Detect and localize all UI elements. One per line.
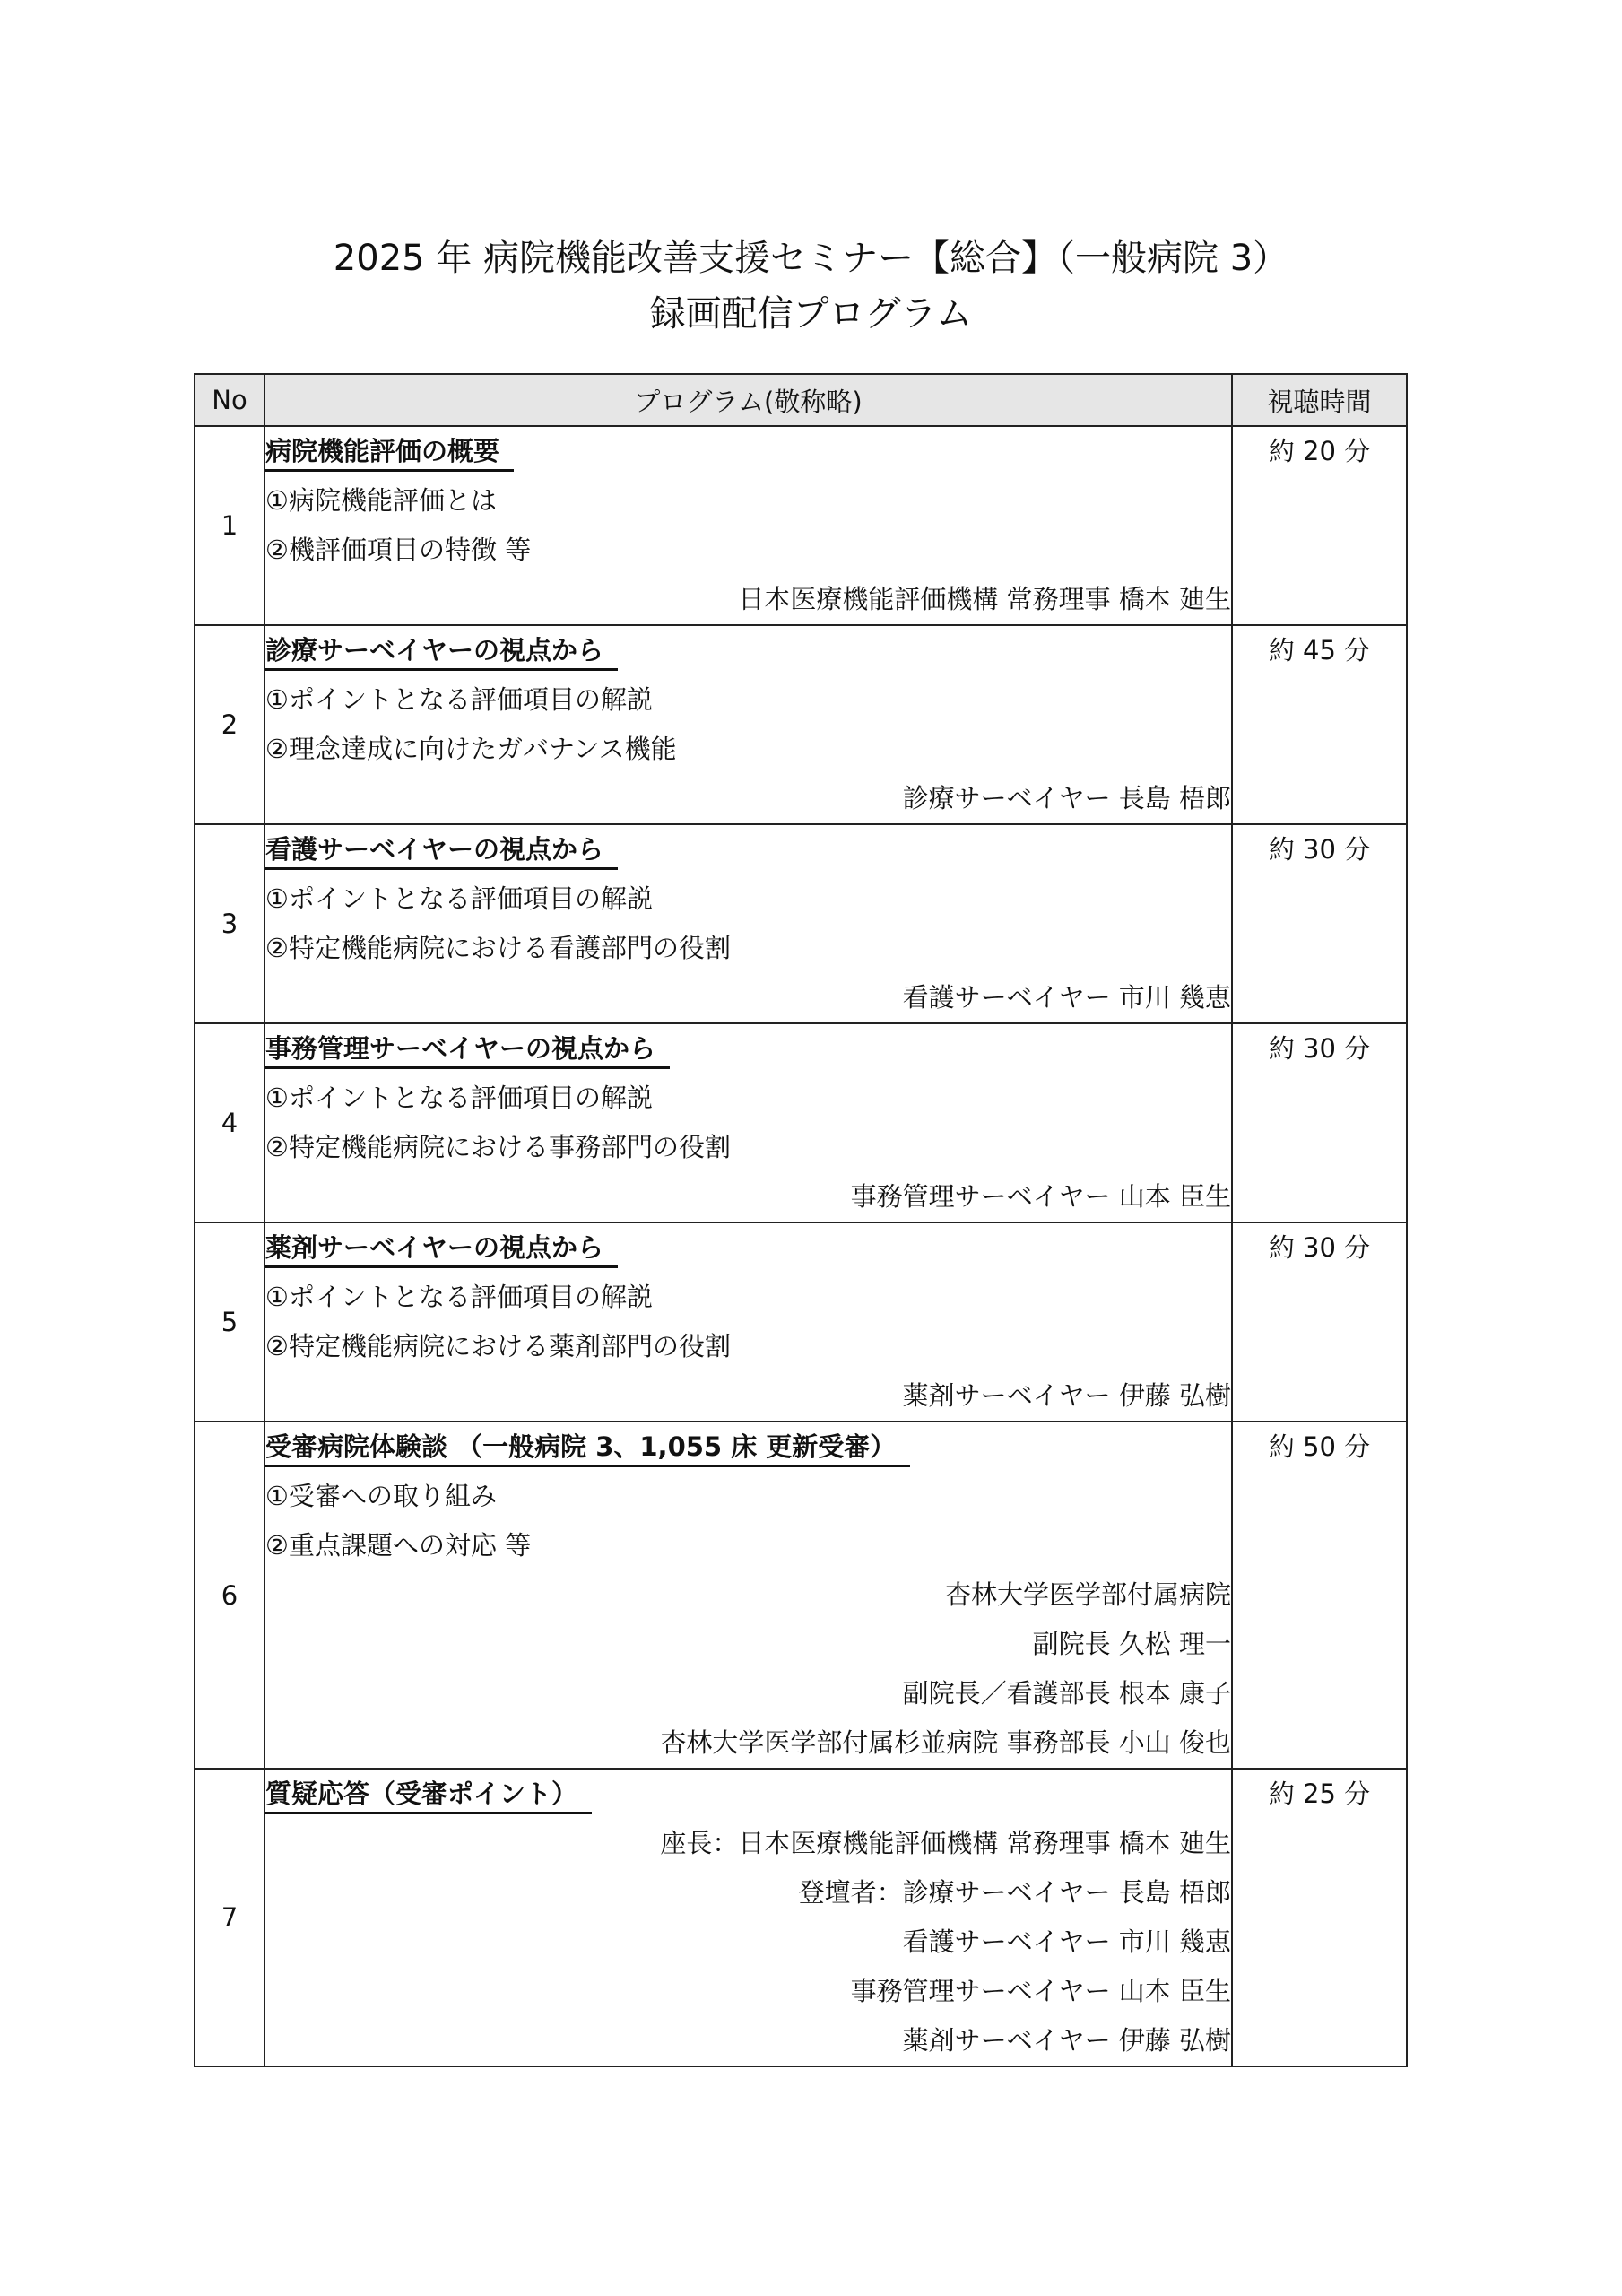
speaker-line: 事務管理サーベイヤー 山本 臣生	[850, 1181, 1231, 1212]
session-heading: 診療サーベイヤーの視点から	[265, 626, 1231, 675]
session-item: ②特定機能病院における看護部門の役割	[265, 933, 731, 963]
row-number: 3	[195, 824, 265, 1023]
header-program: プログラム(敬称略)	[265, 374, 1232, 426]
speaker-line: 薬剤サーベイヤー 伊藤 弘樹	[902, 1380, 1231, 1411]
table-row	[195, 426, 1407, 625]
table-row	[195, 1023, 1407, 1222]
viewing-time-cell	[1232, 1222, 1407, 1422]
viewing-time-cell	[1232, 1769, 1407, 2066]
speaker-line: 診療サーベイヤー 長島 梧郎	[902, 783, 1231, 813]
session-item: ①病院機能評価とは	[265, 485, 497, 516]
speaker-line: 薬剤サーベイヤー 伊藤 弘樹	[902, 2025, 1231, 2056]
viewing-time: 約 30 分	[1268, 1232, 1371, 1263]
table-header-row	[195, 374, 1407, 426]
program-cell	[265, 1769, 1232, 2066]
program-cell	[265, 1422, 1232, 1769]
session-heading: 質疑応答（受審ポイント）	[265, 1770, 1231, 1819]
session-item: ①ポイントとなる評価項目の解説	[265, 1282, 653, 1312]
document-subtitle: 録画配信プログラム	[649, 293, 973, 335]
document-title: 2025 年 病院機能改善支援セミナー【総合】（一般病院 3）	[333, 238, 1289, 279]
session-item: ①ポイントとなる評価項目の解説	[265, 1083, 653, 1113]
session-item: ②理念達成に向けたガバナンス機能	[265, 734, 677, 764]
table-row	[195, 824, 1407, 1023]
session-item: ①受審への取り組み	[265, 1481, 497, 1511]
program-cell	[265, 1222, 1232, 1422]
viewing-time: 約 30 分	[1268, 834, 1371, 865]
speaker-line: 看護サーベイヤー 市川 幾恵	[902, 1926, 1231, 1957]
session-heading: 薬剤サーベイヤーの視点から	[265, 1223, 1231, 1273]
row-number: 2	[195, 625, 265, 824]
viewing-time-cell	[1232, 426, 1407, 625]
viewing-time: 約 30 分	[1268, 1033, 1371, 1064]
row-number: 5	[195, 1222, 265, 1422]
session-item: ①ポイントとなる評価項目の解説	[265, 684, 653, 715]
program-cell	[265, 824, 1232, 1023]
speaker-line: 日本医療機能評価機構 常務理事 橋本 廸生	[738, 584, 1231, 614]
table-row	[195, 1769, 1407, 2066]
row-number: 4	[195, 1023, 265, 1222]
speaker-line: 看護サーベイヤー 市川 幾恵	[902, 982, 1231, 1013]
viewing-time: 約 45 分	[1268, 635, 1371, 665]
row-number: 1	[195, 426, 265, 625]
viewing-time: 約 20 分	[1268, 436, 1371, 466]
program-cell	[265, 426, 1232, 625]
table-row	[195, 625, 1407, 824]
session-heading: 病院機能評価の概要	[265, 427, 1231, 476]
row-number: 6	[195, 1422, 265, 1769]
speaker-line: 座長：日本医療機能評価機構 常務理事 橋本 廸生	[660, 1828, 1231, 1858]
table-row	[195, 1422, 1407, 1769]
speaker-line: 副院長／看護部長 根本 康子	[902, 1678, 1231, 1709]
speaker-line: 杏林大学医学部付属杉並病院 事務部長 小山 俊也	[660, 1727, 1231, 1758]
viewing-time-cell	[1232, 1023, 1407, 1222]
program-cell	[265, 1023, 1232, 1222]
viewing-time: 約 50 分	[1268, 1431, 1371, 1462]
viewing-time-cell	[1232, 1422, 1407, 1769]
header-no: No	[195, 374, 265, 426]
speaker-line: 登壇者：診療サーベイヤー 長島 梧郎	[798, 1877, 1231, 1908]
viewing-time-cell	[1232, 824, 1407, 1023]
speaker-line: 副院長 久松 理一	[1032, 1629, 1231, 1659]
speaker-line: 事務管理サーベイヤー 山本 臣生	[850, 1976, 1231, 2006]
row-number: 7	[195, 1769, 265, 2066]
program-cell	[265, 625, 1232, 824]
table-row	[195, 1222, 1407, 1422]
session-item: ②特定機能病院における薬剤部門の役割	[265, 1331, 731, 1361]
header-time: 視聴時間	[1232, 374, 1407, 426]
viewing-time-cell	[1232, 625, 1407, 824]
session-heading: 事務管理サーベイヤーの視点から	[265, 1024, 1231, 1074]
session-heading: 受審病院体験談 （一般病院 3、1,055 床 更新受審）	[265, 1422, 1231, 1472]
session-item: ②機評価項目の特徴 等	[265, 535, 532, 565]
viewing-time: 約 25 分	[1268, 1779, 1371, 1809]
speaker-line: 杏林大学医学部付属病院	[944, 1579, 1231, 1610]
program-table	[194, 373, 1408, 2067]
session-heading: 看護サーベイヤーの視点から	[265, 825, 1231, 874]
session-item: ②重点課題への対応 等	[265, 1530, 532, 1561]
session-item: ②特定機能病院における事務部門の役割	[265, 1132, 731, 1162]
session-item: ①ポイントとなる評価項目の解説	[265, 883, 653, 914]
